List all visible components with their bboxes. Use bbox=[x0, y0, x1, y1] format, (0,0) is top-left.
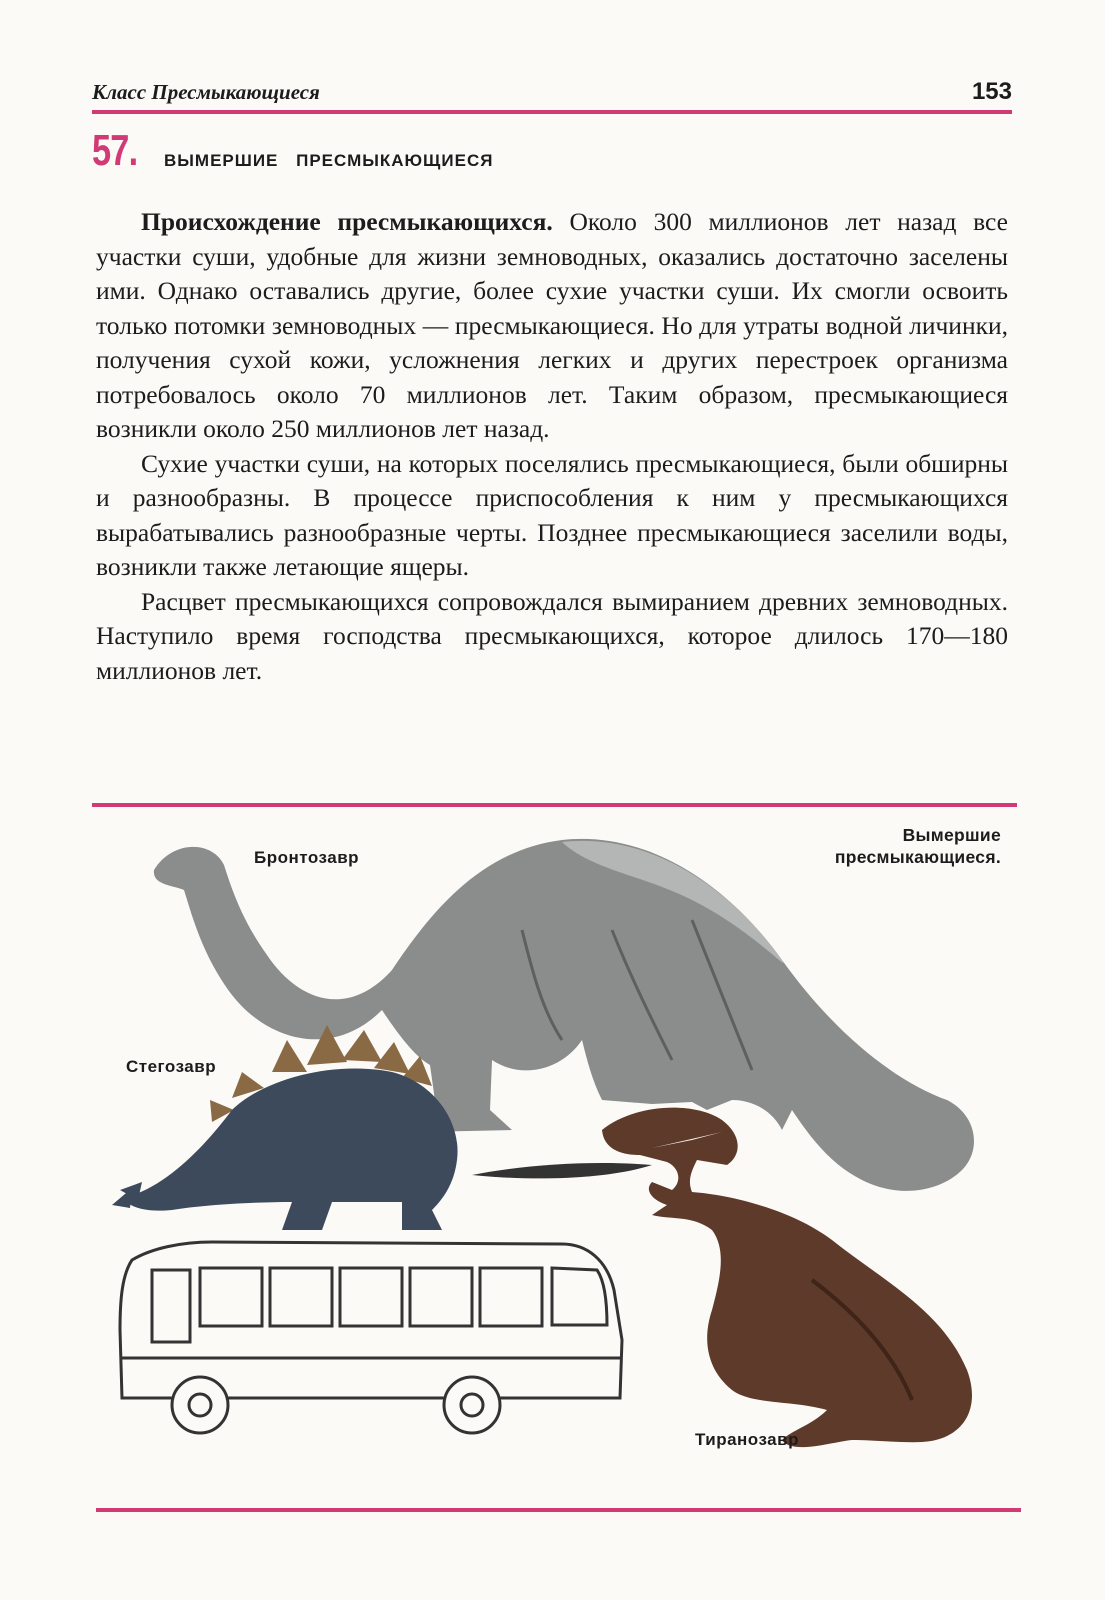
bus-wheel-front bbox=[172, 1377, 228, 1433]
bus-wheel-rear bbox=[444, 1377, 500, 1433]
paragraph-text: Сухие участки суши, на которых поселялись пресмыкающиеся, были обширны и разнообразны. В процессе приспособления к ним у пресмыкающихся вырабатывались разнообразные черты. Позднее пресмыкающиеся заселили воды, возникли также летающие ящеры. bbox=[96, 448, 1008, 581]
stegosaurus-label: Стегозавр bbox=[126, 1057, 217, 1076]
stegosaurus-body bbox=[122, 1068, 458, 1230]
bus-illustration bbox=[120, 1242, 622, 1433]
running-title: Класс Пресмыкающиеся bbox=[92, 80, 320, 104]
paragraph-text: Расцвет пресмыкающихся сопровождался вымиранием древних земноводных. Наступило время господства пресмыкающихся, которое длилось 170—180 миллионов лет. bbox=[96, 586, 1008, 685]
dinosaurs-illustration bbox=[92, 810, 1017, 1500]
header-rule bbox=[92, 110, 1012, 114]
body-text bbox=[96, 205, 1008, 688]
tyrannosaurus-label: Тиранозавр bbox=[695, 1430, 799, 1449]
paragraph-text: Около 300 миллионов лет назад все участки суши, удобные для жизни земноводных, оказались достаточно заселены ими. Однако оставались другие, более сухие участки суши. Их смогли освоить только потомки земноводных — пресмыкающиеся. Но для утраты водной личинки, получения сухой кожи, усложнения легких и других перестроек организма потребовалось около 70 миллионов лет. Таким образом, пресмыкающиеся возникли около 250 миллионов лет назад. bbox=[96, 207, 1008, 443]
bus-window bbox=[410, 1268, 472, 1326]
bus-window bbox=[480, 1268, 542, 1326]
paragraph bbox=[96, 205, 1008, 447]
footer-rule bbox=[96, 1508, 1021, 1512]
paragraph bbox=[96, 585, 1008, 689]
section-title: ВЫМЕРШИЕ ПРЕСМЫКАЮЩИЕСЯ bbox=[164, 151, 494, 170]
bus-window bbox=[200, 1268, 262, 1326]
bus-body bbox=[120, 1242, 622, 1398]
section-number: 57. bbox=[92, 126, 138, 175]
page-number: 153 bbox=[971, 78, 1012, 105]
paragraph bbox=[96, 447, 1008, 585]
stegosaurus-illustration bbox=[112, 1025, 458, 1230]
brontosaurus-label: Бронтозавр bbox=[254, 848, 360, 867]
bus-rear-window bbox=[552, 1268, 607, 1325]
figure-rule bbox=[92, 803, 1017, 807]
running-head bbox=[92, 80, 1012, 112]
bus-window bbox=[270, 1268, 332, 1326]
paragraph-lead: Происхождение пресмыкающихся. bbox=[141, 207, 553, 236]
bus-window bbox=[340, 1268, 402, 1326]
ground-shadow bbox=[472, 1163, 652, 1178]
bus-door bbox=[152, 1270, 190, 1342]
figure-caption: Вымершие пресмыкающиеся. bbox=[834, 825, 1001, 867]
figure bbox=[92, 810, 1017, 1500]
